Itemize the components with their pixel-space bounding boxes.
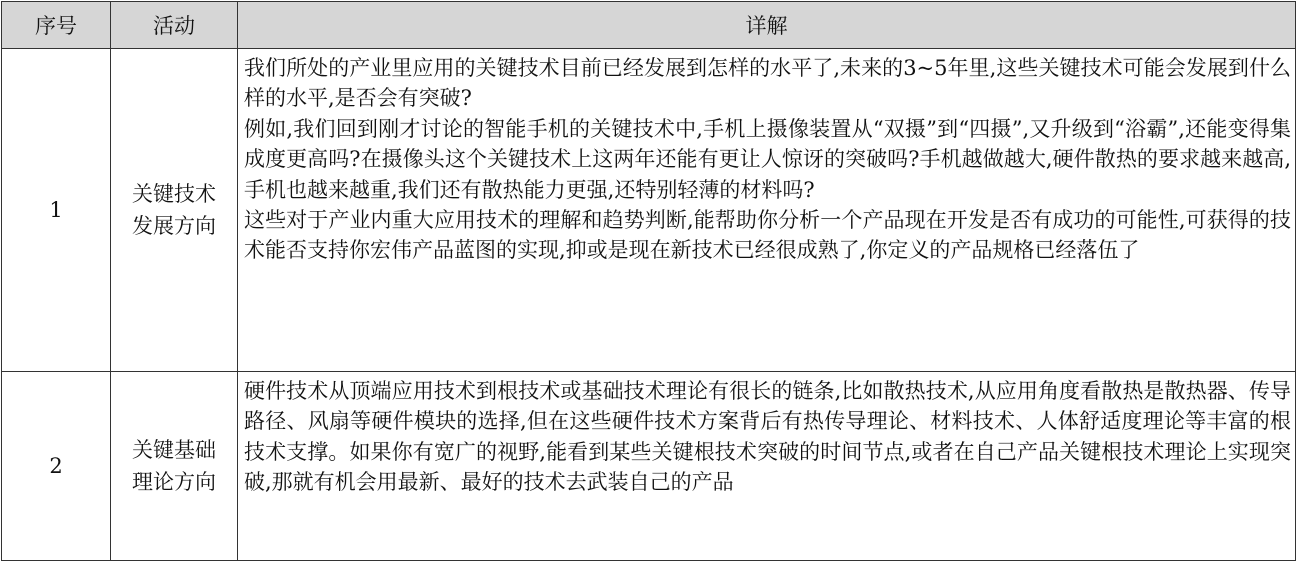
header-activity: 活动 [111,2,238,49]
activity-line: 关键基础 [132,438,216,462]
table-row [2,372,1296,561]
header-detail: 详解 [238,2,1296,49]
detail-paragraph: 我们所处的产业里应用的关键技术目前已经发展到怎样的水平了,未来的3~5年里,这些关键技术可能会发展到什么样的水平,是否会有突破? [244,56,1291,111]
detail-paragraph: 这些对于产业内重大应用技术的理解和趋势判断,能帮助你分析一个产品现在开发是否有成功的可能性,可获得的技术能否支持你宏伟产品蓝图的实现,抑或是现在新技术已经很成熟了,你定义的产品规格已经落伍了 [244,208,1291,263]
table-row [2,49,1296,372]
row-detail [238,372,1296,561]
activity-line: 关键技术 [132,182,216,206]
header-index: 序号 [2,2,111,49]
detail-paragraph: 硬件技术从顶端应用技术到根技术或基础技术理论有很长的链条,比如散热技术,从应用角度看散热是散热器、传导路径、风扇等硬件模块的选择,但在这些硬件技术方案背后有热传导理论、材料技术、人体舒适度理论等丰富的根技术支撑。如果你有宽广的视野,能看到某些关键根技术突破的时间节点,或者在自己产品关键根技术理论上实现突破,那就有机会用最新、最好的技术去武装自己的产品 [244,379,1291,495]
detail-paragraph: 例如,我们回到刚才讨论的智能手机的关键技术中,手机上摄像装置从“双摄”到“四摄”,又升级到“浴霸”,还能变得集成度更高吗?在摄像头这个关键技术上这两年还能有更让人惊讶的突破吗?手机越做越大,硬件散热的要求越来越高,手机也越来越重,我们还有散热能力更强,还特别轻薄的材料吗? [244,116,1291,202]
table-header-row [2,2,1296,49]
activity-table [1,1,1296,561]
row-index: 1 [2,49,111,372]
row-index: 2 [2,372,111,561]
activity-line: 理论方向 [132,470,216,494]
row-activity [111,372,238,561]
activity-line: 发展方向 [132,214,216,238]
row-detail [238,49,1296,372]
row-activity [111,49,238,372]
